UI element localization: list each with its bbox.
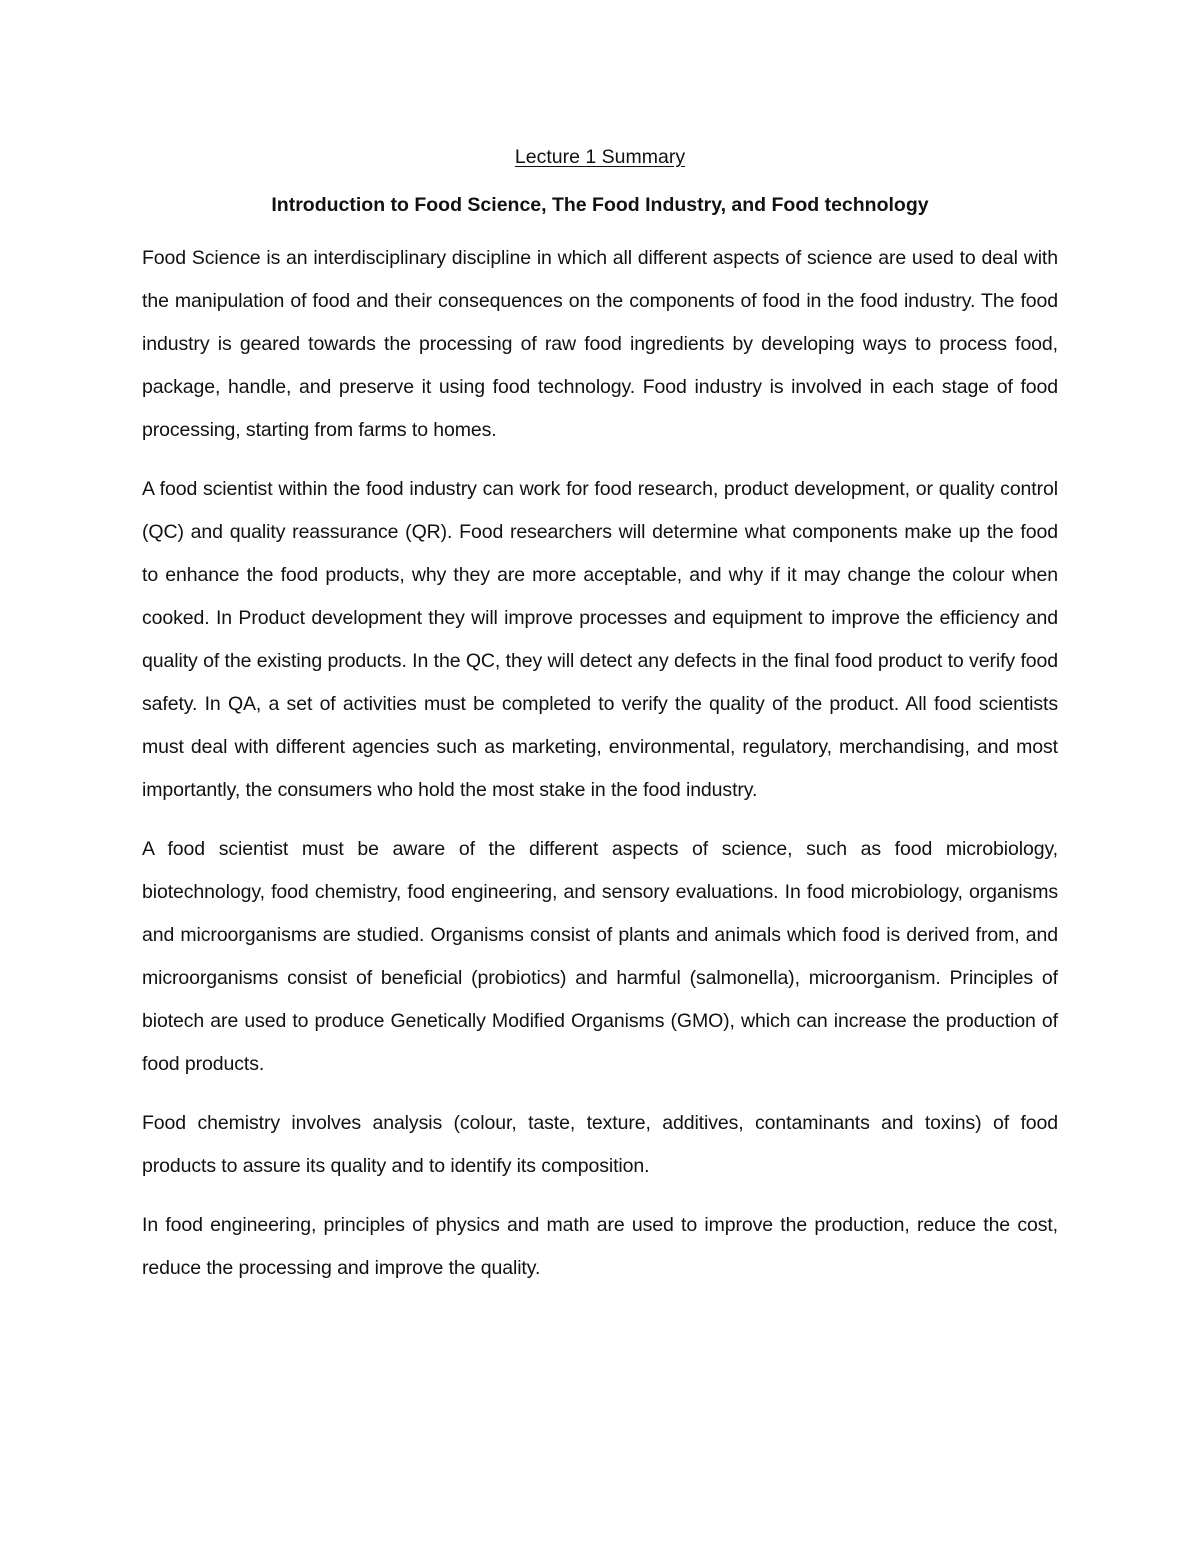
document-title: Lecture 1 Summary (514, 146, 686, 168)
paragraph-food-chemistry: Food chemistry involves analysis (colour, taste, texture, additives, contaminants and toxins) of food products to assure its quality and to identify its composition. (142, 1112, 1058, 1177)
paragraph-food-science: Food Science is an interdisciplinary discipline in which all different aspects of science are used to deal with the manipulation of food and their consequences on the components of food in the food industry. The food industry is geared towards the processing of raw food ingredients by developing ways to process food, package, handle, and preserve it using food technology. Food industry is involved in each stage of food processing, starting from farms to homes. (142, 247, 1058, 441)
paragraph-food-engineering: In food engineering, principles of physics and math are used to improve the production, reduce the cost, reduce the processing and improve the quality. (142, 1214, 1058, 1279)
document-subtitle: Introduction to Food Science, The Food Industry, and Food technology (271, 194, 929, 216)
paragraph-science-aspects: A food scientist must be aware of the different aspects of science, such as food microbiology, biotechnology, food chemistry, food engineering, and sensory evaluations. In food microbiology, organisms and microorganisms are studied. Organisms consist of plants and animals which food is derived from, and microorganisms consist of beneficial (probiotics) and harmful (salmonella), microorganism. Principles of biotech are used to produce Genetically Modified Organisms (GMO), which can increase the production of food products. (142, 838, 1058, 1075)
document-body (142, 140, 1058, 1306)
paragraph-food-scientist-roles: A food scientist within the food industry can work for food research, product development, or quality control (QC) and quality reassurance (QR). Food researchers will determine what components make up the food to enhance the food products, why they are more acceptable, and why if it may change the colour when cooked. In Product development they will improve processes and equipment to improve the efficiency and quality of the existing products. In the QC, they will detect any defects in the final food product to verify food safety. In QA, a set of activities must be completed to verify the quality of the product. All food scientists must deal with different agencies such as marketing, environmental, regulatory, merchandising, and most importantly, the consumers who hold the most stake in the food industry. (142, 478, 1058, 801)
